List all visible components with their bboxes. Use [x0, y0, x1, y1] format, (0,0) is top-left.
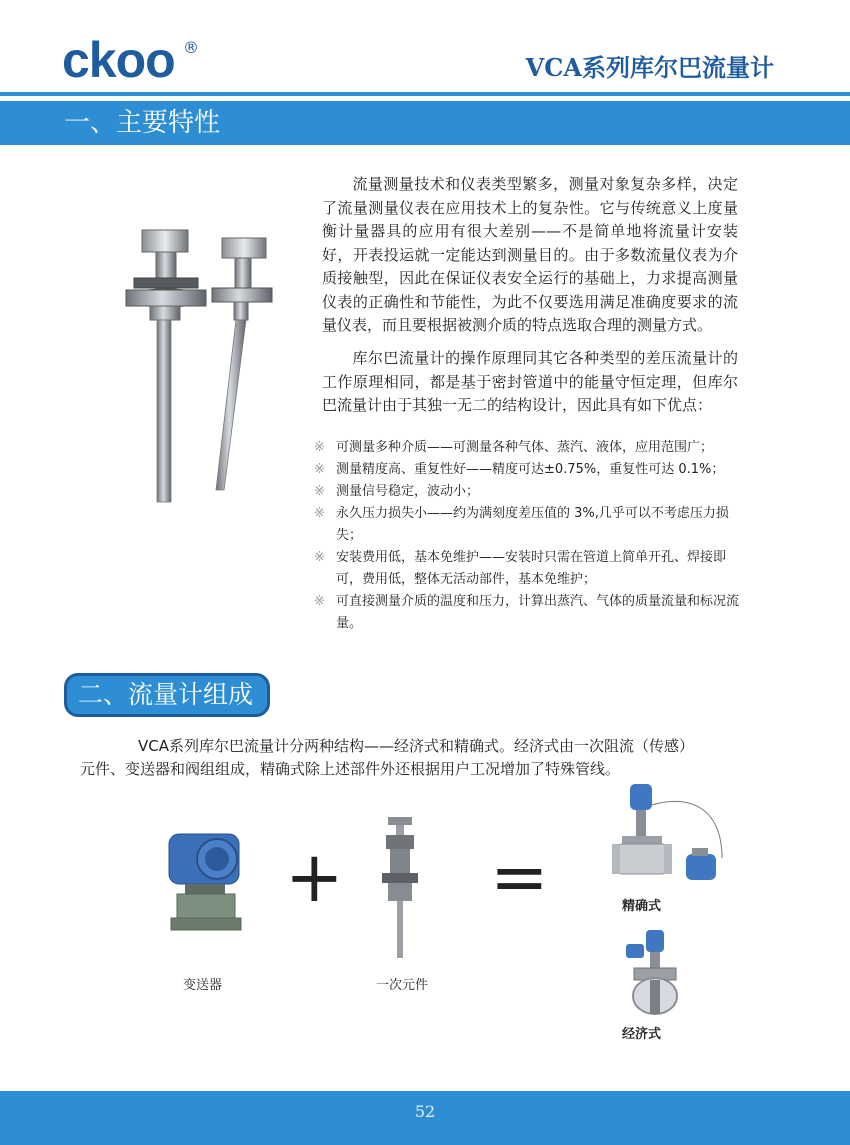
feature-paragraph-2-text: 库尔巴流量计的操作原理同其它各种类型的差压流量计的工作原理相同，都是基于密封管道中的能量守恒定理，但库尔巴流量计由于其独一无二的结构设计，因此具有如下优点：: [322, 349, 738, 414]
list-item: ※ 永久压力损失小——约为满刻度差压值的 3%,几乎可以不考虑压力损失；: [314, 503, 742, 547]
composition-intro: [80, 735, 760, 781]
equals-sign: =: [490, 836, 549, 918]
asterism-icon: ※: [314, 550, 325, 565]
list-item: ※ 测量信号稳定，波动小；: [314, 481, 742, 503]
feature-paragraph-2: [322, 347, 738, 418]
caption-transmitter: 变送器: [183, 978, 223, 993]
caption-economic: 经济式: [622, 1027, 662, 1042]
page-number: 52: [414, 1102, 436, 1121]
asterism-icon: ※: [314, 484, 325, 499]
list-item: ※ 可直接测量介质的温度和压力，计算出蒸汽、气体的质量流量和标况流量。: [314, 591, 742, 635]
asterism-icon: ※: [314, 506, 325, 521]
annubar-probes-image: [120, 220, 295, 510]
asterism-icon: ※: [314, 594, 325, 609]
section1-title: 一、主要特性: [64, 108, 221, 138]
advantages-list: [314, 437, 742, 635]
caption-precise: 精确式: [622, 899, 662, 914]
precise-type-image: [612, 780, 747, 890]
header-rule: [0, 92, 850, 96]
primary-element-image: [380, 815, 420, 960]
asterism-icon: ※: [314, 462, 325, 477]
economic-type-image: [620, 928, 690, 1018]
transmitter-image: [165, 830, 247, 935]
brand-logo: ckoo: [62, 32, 175, 88]
feature-paragraph-1: [322, 173, 738, 338]
list-item: ※ 测量精度高、重复性好——精度可达±0.75%，重复性可达 0.1%；: [314, 459, 742, 481]
caption-primary-element: 一次元件: [376, 978, 429, 993]
registered-mark: ®: [183, 38, 199, 57]
plus-sign: +: [285, 836, 344, 918]
intro-line-2: 元件、变送器和阀组组成，精确式除上述部件外还根据用户工况增加了特殊管线。: [80, 760, 621, 778]
list-item: ※ 安装费用低，基本免维护——安装时只需在管道上简单开孔、焊接即可，费用低，整体无活动部件，基本免维护；: [314, 547, 742, 591]
feature-paragraph-1-text: 流量测量技术和仪表类型繁多，测量对象复杂多样，决定了流量测量仪表在应用技术上的复杂性。它与传统意义上度量衡计量器具的应用有很大差别——不是简单地将流量计安装好，开表投运就一定能达到测量目的。由于多数流量仪表为介质接触型，因此在保证仪表安全运行的基础上，力求提高测量仪表的正确性和节能性，为此不仅要选用满足准确度要求的流量仪表，而且要根据被测介质的特点选取合理的测量方式。: [322, 175, 738, 334]
section2-title: 二、流量计组成: [78, 680, 254, 709]
document-title: VCA系列库尔巴流量计: [525, 53, 774, 82]
asterism-icon: ※: [314, 440, 325, 455]
intro-line-1: VCA系列库尔巴流量计分两种结构——经济式和精确式。经济式由一次阻流（传感）: [138, 737, 694, 755]
list-item: ※ 可测量多种介质——可测量各种气体、蒸汽、液体，应用范围广；: [314, 437, 742, 459]
